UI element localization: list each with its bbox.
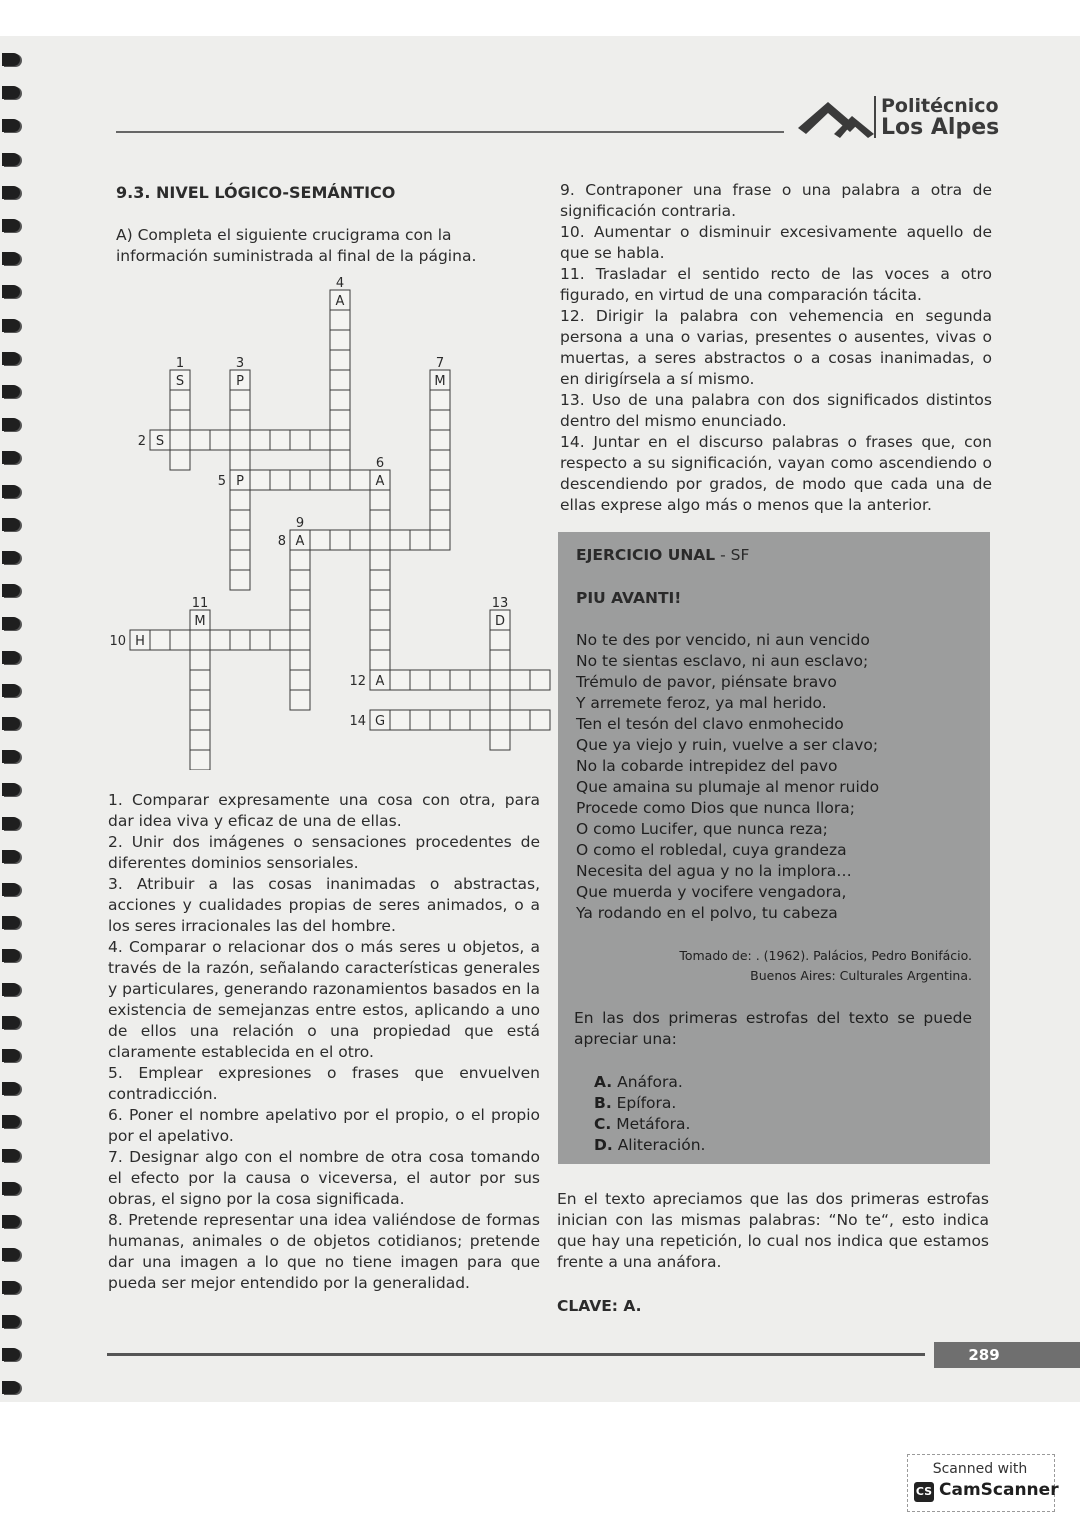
poem-line: Y arremete feroz, ya mal herido.	[576, 694, 827, 712]
poem-line: Trémulo de pavor, piénsate bravo	[576, 673, 837, 691]
crossword-cell[interactable]	[310, 470, 330, 490]
binding-ring	[2, 1182, 20, 1195]
binding-ring	[2, 219, 20, 232]
crossword-cell[interactable]	[170, 630, 190, 650]
crossword-cell[interactable]	[290, 430, 310, 450]
binding-ring	[2, 53, 20, 66]
crossword-cell[interactable]	[390, 530, 410, 550]
crossword-cell[interactable]	[330, 450, 350, 470]
crossword-start-letter: M	[434, 374, 446, 389]
option-text: Epífora.	[611, 1094, 677, 1112]
option-b	[594, 1093, 705, 1114]
crossword-cell[interactable]	[370, 630, 390, 650]
binding-ring	[2, 783, 20, 796]
binding-ring	[2, 651, 20, 664]
option-c	[594, 1114, 705, 1135]
crossword-instruction: A) Completa el siguiente crucigrama con la información suministrada al final de la página.	[116, 226, 477, 265]
crossword-cell[interactable]	[250, 430, 270, 450]
crossword-cell[interactable]	[510, 670, 530, 690]
crossword-cell[interactable]	[230, 630, 250, 650]
binding-ring	[2, 518, 20, 531]
binding-ring	[2, 684, 20, 697]
crossword-cell[interactable]	[230, 490, 250, 510]
crossword-cell[interactable]	[450, 670, 470, 690]
mountain-logo-icon	[798, 98, 874, 140]
crossword-cell[interactable]	[210, 430, 230, 450]
crossword-cell[interactable]	[430, 670, 450, 690]
crossword-cell[interactable]	[430, 430, 450, 450]
binding-ring	[2, 1215, 20, 1228]
crossword-number: 8	[277, 534, 286, 549]
binding-ring	[2, 119, 20, 132]
crossword-cell[interactable]	[290, 610, 310, 630]
exercise-header	[576, 546, 749, 564]
clue-6: 6. Poner el nombre apelativo por el propio, o el propio por el apelativo.	[108, 1106, 540, 1145]
crossword-number: 9	[295, 516, 305, 531]
crossword-cell[interactable]	[370, 490, 390, 510]
crossword-cell[interactable]	[190, 430, 210, 450]
crossword-cell[interactable]	[490, 730, 510, 750]
clue-9: 9. Contraponer una frase o una palabra a otra de significación contraria.	[560, 181, 992, 220]
crossword-cell[interactable]	[290, 550, 310, 570]
clue-3: 3. Atribuir a las cosas inanimadas o abstractas, acciones y cualidades propias de seres animados, o a los seres irracionales las del hombre.	[108, 875, 540, 935]
clue-14: 14. Juntar en el discurso palabras o frases que, con respecto a su significación, vayan como ascendiendo o descendiendo por grados, de modo que cada una de ellas exprese algo más o menos que la anterior.	[560, 433, 992, 514]
binding-ring	[2, 1115, 20, 1128]
crossword-cell[interactable]	[250, 630, 270, 650]
answer-key: CLAVE: A.	[557, 1297, 642, 1315]
crossword-cell[interactable]	[350, 470, 370, 490]
binding-ring	[2, 551, 20, 564]
page-number: 289	[968, 1346, 1000, 1364]
crossword-number: 3	[235, 356, 245, 371]
crossword-cell[interactable]	[430, 390, 450, 410]
clue-11: 11. Trasladar el sentido recto de las voces a otro figurado, en virtud de una comparación tácita.	[560, 265, 992, 304]
crossword-cell[interactable]	[490, 630, 510, 650]
binding-ring	[2, 86, 20, 99]
binding-ring	[2, 285, 20, 298]
crossword-cell[interactable]	[330, 530, 350, 550]
binding-ring	[2, 1381, 20, 1394]
clue-2: 2. Unir dos imágenes o sensaciones procedentes de diferentes dominios sensoriales.	[108, 833, 540, 872]
poem-line: O como el robledal, cuya grandeza	[576, 841, 847, 859]
crossword-number: 1	[175, 356, 185, 371]
crossword-cell[interactable]	[370, 650, 390, 670]
crossword-cell[interactable]	[150, 630, 170, 650]
crossword-cell[interactable]	[490, 670, 510, 690]
binding-ring	[2, 717, 20, 730]
crossword-cell[interactable]	[330, 330, 350, 350]
option-key: C.	[594, 1115, 612, 1133]
crossword-number: 2	[137, 434, 146, 449]
crossword-cell[interactable]	[330, 310, 350, 330]
crossword-cell[interactable]	[410, 670, 430, 690]
crossword-number: 4	[335, 276, 345, 291]
exercise-header-label: EJERCICIO UNAL	[576, 546, 716, 564]
binding-ring	[2, 1315, 20, 1328]
binding-ring	[2, 584, 20, 597]
crossword-cell[interactable]	[230, 450, 250, 470]
binding-ring	[2, 252, 20, 265]
crossword-cell[interactable]	[370, 550, 390, 570]
clue-5: 5. Emplear expresiones o frases que envuelven contradicción.	[108, 1064, 540, 1103]
crossword-cell[interactable]	[530, 710, 550, 730]
logo-text-line2: Los Alpes	[881, 115, 1000, 140]
clue-12: 12. Dirigir la palabra con vehemencia en segunda persona a una o varias, presentes o ausentes, vivas o muertas, a seres abstractos o a cosas inanimadas, o en dirigírsela a sí mismo.	[560, 307, 992, 388]
crossword-start-letter: M	[194, 614, 206, 629]
crossword-cell[interactable]	[230, 430, 250, 450]
poem-title: PIU AVANTI!	[576, 589, 682, 607]
crossword-cell[interactable]	[170, 450, 190, 470]
binding-ring	[2, 1149, 20, 1162]
clue-1: 1. Comparar expresamente una cosa con otra, para dar idea viva y eficaz de una de ellas.	[108, 791, 540, 830]
crossword-start-letter: A	[295, 534, 305, 549]
crossword-cell[interactable]	[230, 390, 250, 410]
crossword-cell[interactable]	[230, 550, 250, 570]
crossword-cell[interactable]	[410, 710, 430, 730]
crossword-cell[interactable]	[290, 690, 310, 710]
binding-ring	[2, 385, 20, 398]
crossword-cell[interactable]	[470, 710, 490, 730]
crossword-cell[interactable]	[410, 530, 430, 550]
crossword-cell[interactable]	[430, 510, 450, 530]
crossword-cell[interactable]	[230, 510, 250, 530]
answer-options	[594, 1072, 705, 1156]
crossword-cell[interactable]	[530, 670, 550, 690]
poem-line: O como Lucifer, que nunca reza;	[576, 820, 828, 838]
crossword-start-letter: S	[175, 374, 185, 389]
binding-ring	[2, 949, 20, 962]
crossword-start-letter: D	[494, 614, 506, 629]
crossword-cell[interactable]	[450, 710, 470, 730]
crossword-cell[interactable]	[290, 470, 310, 490]
crossword-cell[interactable]	[190, 650, 210, 670]
crossword-start-letter: H	[135, 634, 145, 649]
poem-line: No te des por vencido, ni aun vencido	[576, 631, 870, 649]
binding-ring	[2, 1049, 20, 1062]
crossword-start-letter: A	[375, 474, 385, 489]
crossword-start-letter: P	[236, 374, 244, 389]
crossword-cell[interactable]	[310, 530, 330, 550]
crossword-cell[interactable]	[210, 630, 230, 650]
clue-4: 4. Comparar o relacionar dos o más seres u objetos, a través de la razón, señalando características generales y particulares, generando razonamientos basados en la existencia de semejanzas entre estos, aplicando a uno de ellos una relación o una propiedad que está claramente establecida en el otro.	[108, 938, 540, 1061]
crossword-cell[interactable]	[190, 670, 210, 690]
crossword-cell[interactable]	[370, 590, 390, 610]
crossword-cell[interactable]	[290, 650, 310, 670]
source-line2: Buenos Aires: Culturales Argentina.	[750, 968, 972, 983]
binding-ring	[2, 983, 20, 996]
crossword-cell[interactable]	[170, 390, 190, 410]
crossword-cell[interactable]	[490, 710, 510, 730]
clue-8: 8. Pretende representar una idea valiéndose de formas humanas, animales o de objetos cotidianos; pretende dar una imagen a lo que no tiene imagen para que pueda ser mejor entendido por la generalidad.	[108, 1211, 540, 1292]
crossword-cell[interactable]	[370, 530, 390, 550]
binding-ring	[2, 750, 20, 763]
crossword-start-letter: S	[155, 434, 165, 449]
crossword-start-letter: G	[374, 714, 386, 729]
option-key: A.	[594, 1073, 613, 1091]
crossword-cell[interactable]	[290, 570, 310, 590]
crossword-cell[interactable]	[250, 470, 270, 490]
crossword-start-letter: A	[375, 674, 385, 689]
binding-ring	[2, 617, 20, 630]
crossword-cell[interactable]	[430, 450, 450, 470]
crossword-start-letter: A	[335, 294, 345, 309]
crossword-cell[interactable]	[430, 710, 450, 730]
crossword-cell[interactable]	[430, 410, 450, 430]
crossword-start-letter: P	[236, 474, 244, 489]
binding-ring	[2, 485, 20, 498]
clue-10: 10. Aumentar o disminuir excesivamente aquello de que se habla.	[560, 223, 992, 262]
crossword-cell[interactable]	[310, 430, 330, 450]
poem-line: Que muerda y vocifere vengadora,	[576, 883, 847, 901]
crossword-cell[interactable]	[290, 670, 310, 690]
binding-ring	[2, 1016, 20, 1029]
clue-7: 7. Designar algo con el nombre de otra cosa tomando el efecto por la causa o viceversa, el autor por sus obras, el signo por la cosa significada.	[108, 1148, 540, 1208]
crossword-number: 11	[191, 596, 209, 611]
crossword-cell[interactable]	[290, 590, 310, 610]
crossword-number: 7	[435, 356, 445, 371]
crossword-number: 14	[349, 714, 366, 729]
crossword-cell[interactable]	[350, 530, 370, 550]
clue-13: 13. Uso de una palabra con dos significados distintos dentro del mismo enunciado.	[560, 391, 992, 430]
binding-ring	[2, 817, 20, 830]
crossword-cell[interactable]	[170, 410, 190, 430]
logo-separator	[874, 96, 876, 138]
crossword-cell[interactable]	[330, 350, 350, 370]
poem-line: Ten el tesón del clavo enmohecido	[576, 715, 844, 733]
crossword-cell[interactable]	[490, 650, 510, 670]
option-text: Metáfora.	[611, 1115, 691, 1133]
crossword-cell[interactable]	[170, 430, 190, 450]
binding-ring	[2, 418, 20, 431]
binding-ring	[2, 319, 20, 332]
crossword-cell[interactable]	[230, 410, 250, 430]
binding-ring	[2, 1082, 20, 1095]
binding-ring	[2, 1348, 20, 1361]
crossword-cell[interactable]	[390, 670, 410, 690]
exercise-header-suffix: - SF	[715, 546, 750, 564]
crossword-cell[interactable]	[370, 570, 390, 590]
binding-ring	[2, 352, 20, 365]
crossword-cell[interactable]	[190, 690, 210, 710]
option-a	[594, 1072, 705, 1093]
exercise-question: En las dos primeras estrofas del texto se puede apreciar una:	[574, 1009, 972, 1048]
crossword-number: 6	[375, 456, 385, 471]
poem-line: Procede como Dios que nunca llora;	[576, 799, 855, 817]
section-title: 9.3. NIVEL LÓGICO-SEMÁNTICO	[116, 183, 396, 202]
crossword-number: 12	[349, 674, 366, 689]
crossword-cell[interactable]	[430, 470, 450, 490]
poem-source	[679, 946, 972, 986]
crossword-cell[interactable]	[370, 510, 390, 530]
header-rule	[116, 131, 784, 133]
binding-ring	[2, 883, 20, 896]
binding-ring	[2, 451, 20, 464]
crossword-cell[interactable]	[330, 430, 350, 450]
poem-line: Que ya viejo y ruin, vuelve a ser clavo;	[576, 736, 879, 754]
crossword-cell[interactable]	[190, 730, 210, 750]
scanner-caption: Scanned with	[932, 1461, 1028, 1477]
crossword-cell[interactable]	[190, 750, 210, 770]
poem-line: No te sientas esclavo, ni aun esclavo;	[576, 652, 869, 670]
binding-ring	[2, 916, 20, 929]
clue-list-left	[108, 790, 540, 1294]
binding-ring	[2, 1281, 20, 1294]
answer-explanation: En el texto apreciamos que las dos primeras estrofas inician con las mismas palabras: “No te“, esto indica que hay una repetición, lo cual nos indica que estamos frente a una anáfora.	[557, 1190, 989, 1271]
crossword-cell[interactable]	[230, 570, 250, 590]
clue-list-right	[560, 180, 992, 516]
crossword-cell[interactable]	[190, 710, 210, 730]
crossword-cell[interactable]	[330, 390, 350, 410]
poem-line: Necesita del agua y no la implora…	[576, 862, 852, 880]
crossword-cell[interactable]	[490, 690, 510, 710]
source-line1: Tomado de: . (1962). Palácios, Pedro Bonifácio.	[679, 948, 972, 963]
crossword-number: 5	[217, 474, 226, 489]
poem-line: No la cobarde intrepidez del pavo	[576, 757, 838, 775]
crossword-cell[interactable]	[270, 430, 290, 450]
crossword-cell[interactable]	[270, 470, 290, 490]
poem-line: Que amaina su plumaje al menor ruido	[576, 778, 880, 796]
logo-text-line1: Politécnico	[881, 95, 999, 117]
crossword-cell[interactable]	[430, 530, 450, 550]
option-text: Anáfora.	[612, 1073, 683, 1091]
crossword-cell[interactable]	[190, 630, 210, 650]
option-key: B.	[594, 1094, 612, 1112]
option-text: Aliteración.	[612, 1136, 706, 1154]
crossword-cell[interactable]	[230, 530, 250, 550]
crossword-number: 10	[109, 634, 126, 649]
crossword-cell[interactable]	[330, 370, 350, 390]
crossword-grid	[100, 270, 560, 770]
crossword-number: 13	[491, 596, 509, 611]
crossword-cell[interactable]	[330, 410, 350, 430]
crossword-cell[interactable]	[510, 710, 530, 730]
option-d	[594, 1135, 705, 1156]
poem-text	[576, 630, 976, 924]
crossword-cell[interactable]	[370, 610, 390, 630]
crossword-cell[interactable]	[290, 630, 310, 650]
binding-ring	[2, 153, 20, 166]
crossword-cell[interactable]	[470, 670, 490, 690]
poem-line: Ya rodando en el polvo, tu cabeza	[576, 904, 838, 922]
binding-ring	[2, 850, 20, 863]
crossword-cell[interactable]	[270, 630, 290, 650]
footer-rule	[107, 1353, 925, 1356]
binding-ring	[2, 1248, 20, 1261]
camscanner-icon: CS	[914, 1482, 934, 1502]
crossword-cell[interactable]	[330, 470, 350, 490]
crossword-cell[interactable]	[390, 710, 410, 730]
option-key: D.	[594, 1136, 613, 1154]
binding-ring	[2, 186, 20, 199]
scanner-brand: CamScanner	[939, 1480, 1059, 1500]
crossword-cell[interactable]	[430, 490, 450, 510]
